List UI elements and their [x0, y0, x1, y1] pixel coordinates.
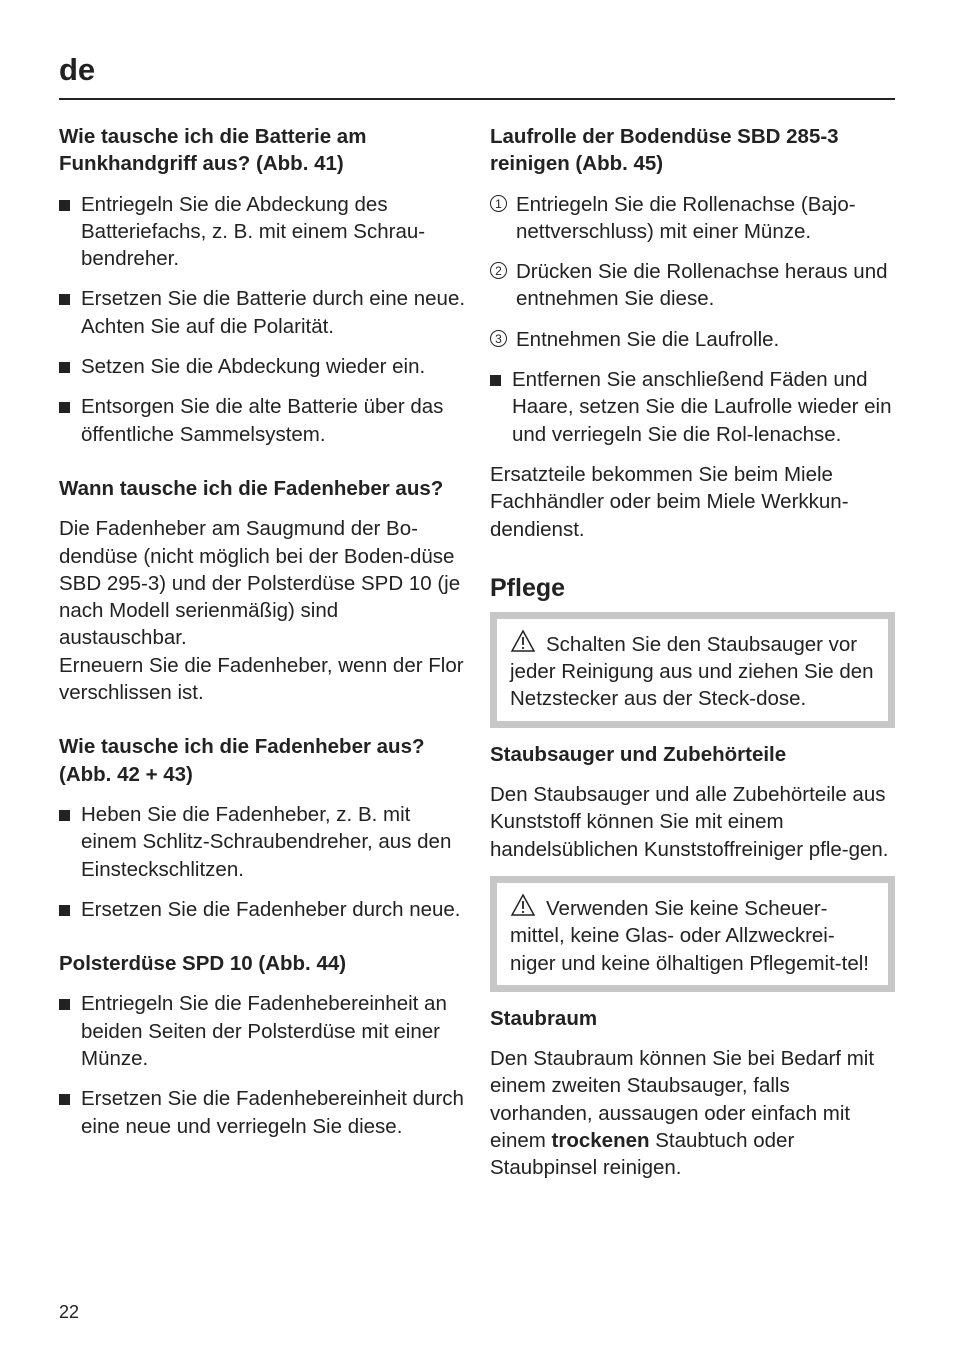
bullet-icon [59, 810, 70, 821]
heading-how: Wie tausche ich die Fadenheber aus? (Abb. 42 + 43) [59, 735, 425, 786]
heading-when: Wann tausche ich die Fadenheber aus? [59, 476, 444, 500]
bullet-icon [59, 294, 70, 305]
list-item-text: Ersetzen Sie die Fadenhebereinheit durch eine neue und verriegeln Sie diese. [81, 1087, 464, 1138]
step-number-icon: 2 [490, 262, 507, 279]
spd-steps [59, 990, 469, 1139]
list-item-text: Heben Sie die Fadenheber, z. B. mit einem Schlitz-Schraubendreher, aus den Einsteckschlitzen. [81, 802, 452, 881]
left-column [59, 120, 469, 1140]
section-title-care: Pflege [490, 573, 566, 602]
heading-accessories: Staubsauger und Zubehörteile [490, 742, 787, 766]
list-item-text: Entriegeln Sie die Abdeckung des Batteriefachs, z. B. mit einem Schrau-bendreher. [81, 192, 426, 271]
how-steps [59, 801, 469, 923]
battery-steps [59, 191, 469, 448]
list-item-text: Entriegeln Sie die Rollenachse (Bajo-nettverschluss) mit einer Münze. [516, 192, 856, 243]
bullet-icon [59, 402, 70, 413]
list-item [490, 326, 895, 353]
list-item-text: Drücken Sie die Rollenachse heraus und entnehmen Sie diese. [516, 260, 888, 311]
bullet-icon [59, 362, 70, 373]
bullet-icon [59, 200, 70, 211]
bold-text: trockenen [551, 1129, 650, 1153]
paragraph: Die Fadenheber am Saugmund der Bo-dendüse (nicht möglich bei der Boden-düse SBD 295-3) und der Polsterdüse SPD 10 (je nach Modell serienmäßig) sind austauschbar. [59, 517, 461, 650]
paragraph: Erneuern Sie die Fadenheber, wenn der Flor verschlissen ist. [59, 653, 464, 705]
text: Den Staubraum können Sie bei Bedarf mit einem zweiten Staubsauger, falls vorhanden, aussaugen oder einfach mit einem [490, 1047, 875, 1153]
list-item [490, 366, 895, 448]
bullet-icon [59, 999, 70, 1010]
bullet-icon [490, 375, 501, 386]
header-rule [59, 98, 895, 100]
roll-steps [490, 191, 895, 448]
list-item [59, 285, 469, 340]
language-tag: de [59, 52, 96, 87]
paragraph: Ersatzteile bekommen Sie beim Miele Fachhändler oder beim Miele Werkkun-dendienst. [490, 462, 849, 541]
list-item-text: Entsorgen Sie die alte Batterie über das öffentliche Sammelsystem. [81, 395, 444, 446]
list-item [59, 191, 469, 273]
bullet-icon [59, 905, 70, 916]
list-item [59, 393, 469, 448]
heading-dust: Staubraum [490, 1006, 598, 1030]
list-item [490, 191, 895, 246]
warning-text: Schalten Sie den Staubsauger vor jeder Reinigung aus und ziehen Sie den Netzstecker aus der Steck-dose. [510, 632, 874, 711]
heading-spd: Polsterdüse SPD 10 (Abb. 44) [59, 952, 347, 976]
list-item-text: Ersetzen Sie die Fadenheber durch neue. [81, 897, 461, 921]
paragraph: Den Staubsauger und alle Zubehörteile aus Kunststoff können Sie mit einem handelsüblichen Kunststoffreiniger pfle-gen. [490, 783, 889, 861]
heading-battery: Wie tausche ich die Batterie am Funkhandgriff aus? (Abb. 41) [59, 125, 367, 176]
list-item-text: Setzen Sie die Abdeckung wieder ein. [81, 355, 426, 379]
list-item-text: Entfernen Sie anschließend Fäden und Haare, setzen Sie die Laufrolle wieder ein und verriegeln Sie die Rol-lenachse. [512, 368, 892, 446]
list-item [59, 990, 469, 1072]
warning-box [490, 876, 895, 992]
warning-box [490, 612, 895, 728]
heading-roll: Laufrolle der Bodendüse SBD 285-3 reinigen (Abb. 45) [490, 125, 839, 176]
list-item [59, 353, 469, 380]
list-item [59, 896, 469, 923]
text: Staubtuch oder Staubpinsel reinigen. [490, 1129, 795, 1180]
step-number-icon: 1 [490, 195, 507, 212]
warning-triangle-icon [510, 893, 544, 917]
list-item-text: Entnehmen Sie die Laufrolle. [516, 327, 780, 351]
page-number: 22 [59, 1302, 80, 1322]
list-item [490, 258, 895, 313]
list-item [59, 801, 469, 883]
step-number-icon: 3 [490, 330, 507, 347]
warning-triangle-icon [510, 629, 544, 653]
paragraph [490, 1045, 895, 1181]
list-item-text: Entriegeln Sie die Fadenhebereinheit an beiden Seiten der Polsterdüse mit einer Münze. [81, 992, 447, 1071]
bullet-icon [59, 1094, 70, 1105]
warning-text: Verwenden Sie keine Scheuer-mittel, keine Glas- oder Allzweckrei-niger und keine ölhaltigen Pflegemit-tel! [510, 896, 869, 975]
right-column [490, 120, 895, 1182]
list-item-text: Ersetzen Sie die Batterie durch eine neue. Achten Sie auf die Polarität. [81, 287, 466, 338]
list-item [59, 1085, 469, 1140]
